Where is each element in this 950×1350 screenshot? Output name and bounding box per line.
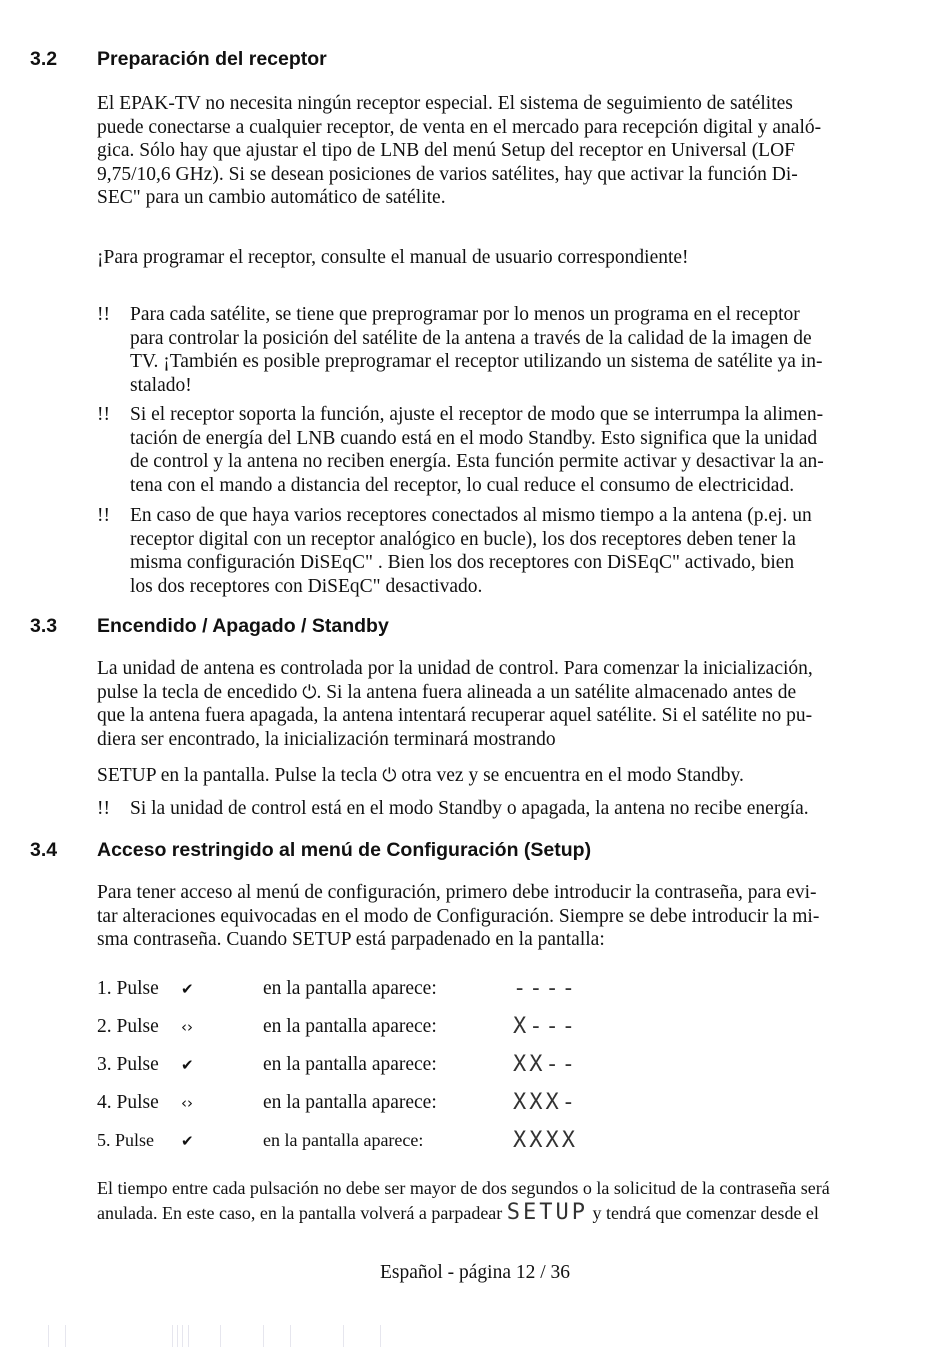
paragraph-receiver-intro	[97, 92, 889, 210]
power-icon: ⏻	[302, 681, 317, 703]
step-label: 4. Pulse	[97, 1092, 159, 1113]
step-label: 1. Pulse	[97, 978, 159, 999]
text-line	[97, 764, 889, 788]
warning-mark: !!	[97, 404, 110, 425]
text-line: sma contraseña. Cuando SETUP está parpadenado en la pantalla:	[97, 929, 605, 950]
text-line: los dos receptores con DiSEqC" desactivado.	[130, 575, 483, 597]
display-readout: XX--	[513, 1052, 578, 1077]
scan-artifacts	[40, 1325, 440, 1347]
password-step	[97, 1054, 657, 1080]
text-line: Si el receptor soporta la función, ajuste el receptor de modo que se interrumpa la alimen-	[130, 404, 824, 425]
power-icon: ⏻	[382, 765, 397, 786]
lcd-setup-text: SETUP	[506, 1199, 589, 1225]
text-fragment: pulse la tecla de encedido	[97, 681, 298, 703]
text-line: misma configuración DiSEqC" . Bien los dos receptores con DiSEqC" activado, bien	[130, 552, 795, 573]
text-line: stalado!	[130, 374, 192, 396]
text-line: gica. Sólo hay que ajustar el tipo de LNB del menú Setup del receptor en Universal (LOF	[97, 140, 796, 161]
text-line: Para tener acceso al menú de configuración, primero debe introducir la contraseña, para evi-	[97, 882, 817, 903]
text-fragment: otra vez y se encuentra en el modo Standby.	[401, 765, 744, 786]
text-line	[97, 681, 889, 705]
text-line: Si la unidad de control está en el modo Standby o apagada, la antena no recibe energía.	[130, 798, 809, 819]
text-line: 9,75/10,6 GHz). Si se desean posiciones de varios satélites, hay que activar la función Di-	[97, 163, 798, 185]
arrows-icon: ‹›	[181, 1094, 193, 1112]
paragraph-power-on	[97, 657, 889, 751]
password-step	[97, 1092, 657, 1118]
paragraph-setup-access	[97, 881, 889, 952]
display-readout: XXX-	[513, 1090, 578, 1115]
text-line: En caso de que haya varios receptores conectados al mismo tiempo a la antena (p.ej. un	[130, 505, 812, 526]
password-step	[97, 978, 657, 1004]
warning-text	[130, 797, 890, 821]
text-line: TV. ¡También es posible preprogramar el receptor utilizando un sistema de satélite ya in-	[130, 351, 823, 372]
text-line: puede conectarse a cualquier receptor, de venta en el mercado para recepción digital y analó-	[97, 116, 822, 138]
timing-note	[97, 1177, 889, 1225]
text-fragment: anulada. En este caso, en la pantalla volverá a parpadear	[97, 1202, 503, 1223]
display-readout: ----	[513, 976, 578, 1001]
section-title: Acceso restringido al menú de Configuración (Setup)	[97, 839, 592, 861]
text-line: Para cada satélite, se tiene que preprogramar por lo menos un programa en el receptor	[130, 304, 800, 325]
warning-mark: !!	[97, 304, 110, 325]
warning-text	[130, 403, 890, 497]
section-number: 3.3	[30, 615, 58, 637]
text-fragment: SETUP en la pantalla. Pulse la tecla	[97, 765, 378, 786]
text-line: que la antena fuera apagada, la antena intentará recuperar aquel satélite. Si el satélite no pu-	[97, 705, 813, 726]
check-icon: ✔	[181, 980, 194, 998]
section-title: Preparación del receptor	[97, 48, 327, 70]
step-label: 3. Pulse	[97, 1054, 159, 1075]
warning-mark: !!	[97, 798, 110, 819]
text-line: SEC" para un cambio automático de satélite.	[97, 187, 446, 208]
page-footer: Español - página 12 / 36	[379, 1262, 571, 1283]
text-line: tena con el mando a distancia del receptor, lo cual reduce el consumo de electricidad.	[130, 474, 795, 496]
step-text: en la pantalla aparece:	[263, 1130, 424, 1150]
text-line: tar alteraciones equivocadas en el modo de Configuración. Siempre se debe introducir la mi-	[97, 905, 820, 927]
section-number: 3.2	[30, 48, 58, 70]
text-line: tación de energía del LNB cuando está en el modo Standby. Esto significa que la unidad	[130, 427, 818, 449]
text-line: receptor digital con un receptor analógico en bucle), los dos receptores deben tener la	[130, 528, 796, 550]
warning-text	[130, 303, 890, 397]
paragraph-standby	[97, 764, 889, 788]
step-text: en la pantalla aparece:	[263, 1092, 437, 1113]
step-label: 5. Pulse	[97, 1130, 155, 1150]
check-icon: ✔	[181, 1056, 194, 1074]
text-line: La unidad de antena es controlada por la unidad de control. Para comenzar la inicialización,	[97, 658, 813, 679]
display-readout: X---	[513, 1014, 578, 1039]
password-step	[97, 1016, 657, 1042]
section-number: 3.4	[30, 839, 58, 861]
text-fragment: . Si la antena fuera alineada a un satélite almacenado antes de	[316, 681, 797, 703]
text-line: ¡Para programar el receptor, consulte el manual de usuario correspondiente!	[97, 247, 689, 268]
text-fragment: y tendrá que comenzar desde el	[592, 1202, 819, 1223]
step-label: 2. Pulse	[97, 1016, 159, 1037]
password-step	[97, 1130, 657, 1156]
step-text: en la pantalla aparece:	[263, 1016, 437, 1037]
text-line: de control y la antena no reciben energía. Esta función permite activar y desactivar la an-	[130, 451, 824, 472]
text-line: para controlar la posición del satélite de la antena a través de la calidad de la imagen de	[130, 327, 812, 349]
warning-text	[130, 504, 890, 598]
text-line: El tiempo entre cada pulsación no debe ser mayor de dos segundos o la solicitud de la contraseña será	[97, 1178, 830, 1198]
section-title: Encendido / Apagado / Standby	[97, 615, 389, 637]
paragraph-program-receiver	[97, 246, 889, 270]
arrows-icon: ‹›	[181, 1018, 193, 1036]
display-readout: XXXX	[513, 1128, 578, 1153]
text-line: El EPAK-TV no necesita ningún receptor especial. El sistema de seguimiento de satélites	[97, 93, 793, 114]
text-line: diera ser encontrado, la inicialización terminará mostrando	[97, 728, 556, 750]
text-line	[97, 1201, 889, 1226]
check-icon: ✔	[181, 1132, 194, 1150]
step-text: en la pantalla aparece:	[263, 1054, 437, 1075]
warning-mark: !!	[97, 505, 110, 526]
step-text: en la pantalla aparece:	[263, 978, 437, 999]
